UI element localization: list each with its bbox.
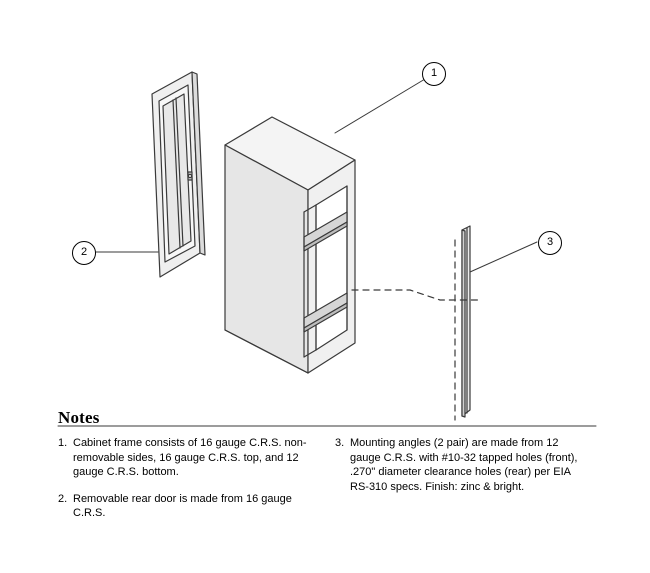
- note-text: Cabinet frame consists of 16 gauge C.R.S. non-removable sides, 16 gauge C.R.S. top, and 12 gauge C.R.S. bottom.: [73, 437, 307, 478]
- part-cabinet-frame: [225, 117, 355, 373]
- notes-block: [58, 408, 598, 533]
- callout-balloon-1[interactable]: 1: [422, 62, 446, 86]
- note-text: Mounting angles (2 pair) are made from 12 gauge C.R.S. with #10-32 tapped holes (front), .270" diameter clearance holes (rear) per EIA RS-310 specs. Finish: zinc & bright.: [350, 437, 578, 493]
- part-mounting-angle: [462, 226, 470, 417]
- note-number: 3.: [335, 437, 345, 449]
- note-item: [58, 492, 313, 521]
- callout-balloon-2[interactable]: 2: [72, 241, 96, 265]
- notes-columns: [58, 436, 598, 533]
- notes-column-left: [58, 436, 313, 533]
- part-removable-rear-door: [152, 72, 205, 277]
- note-item: [58, 436, 313, 480]
- callout-balloon-3[interactable]: 3: [538, 231, 562, 255]
- note-number: 1.: [58, 437, 68, 449]
- note-item: [335, 436, 590, 494]
- notes-column-right: [335, 436, 590, 506]
- note-text: Removable rear door is made from 16 gauge C.R.S.: [73, 492, 292, 519]
- notes-heading: Notes: [58, 408, 100, 427]
- note-number: 2.: [58, 492, 68, 505]
